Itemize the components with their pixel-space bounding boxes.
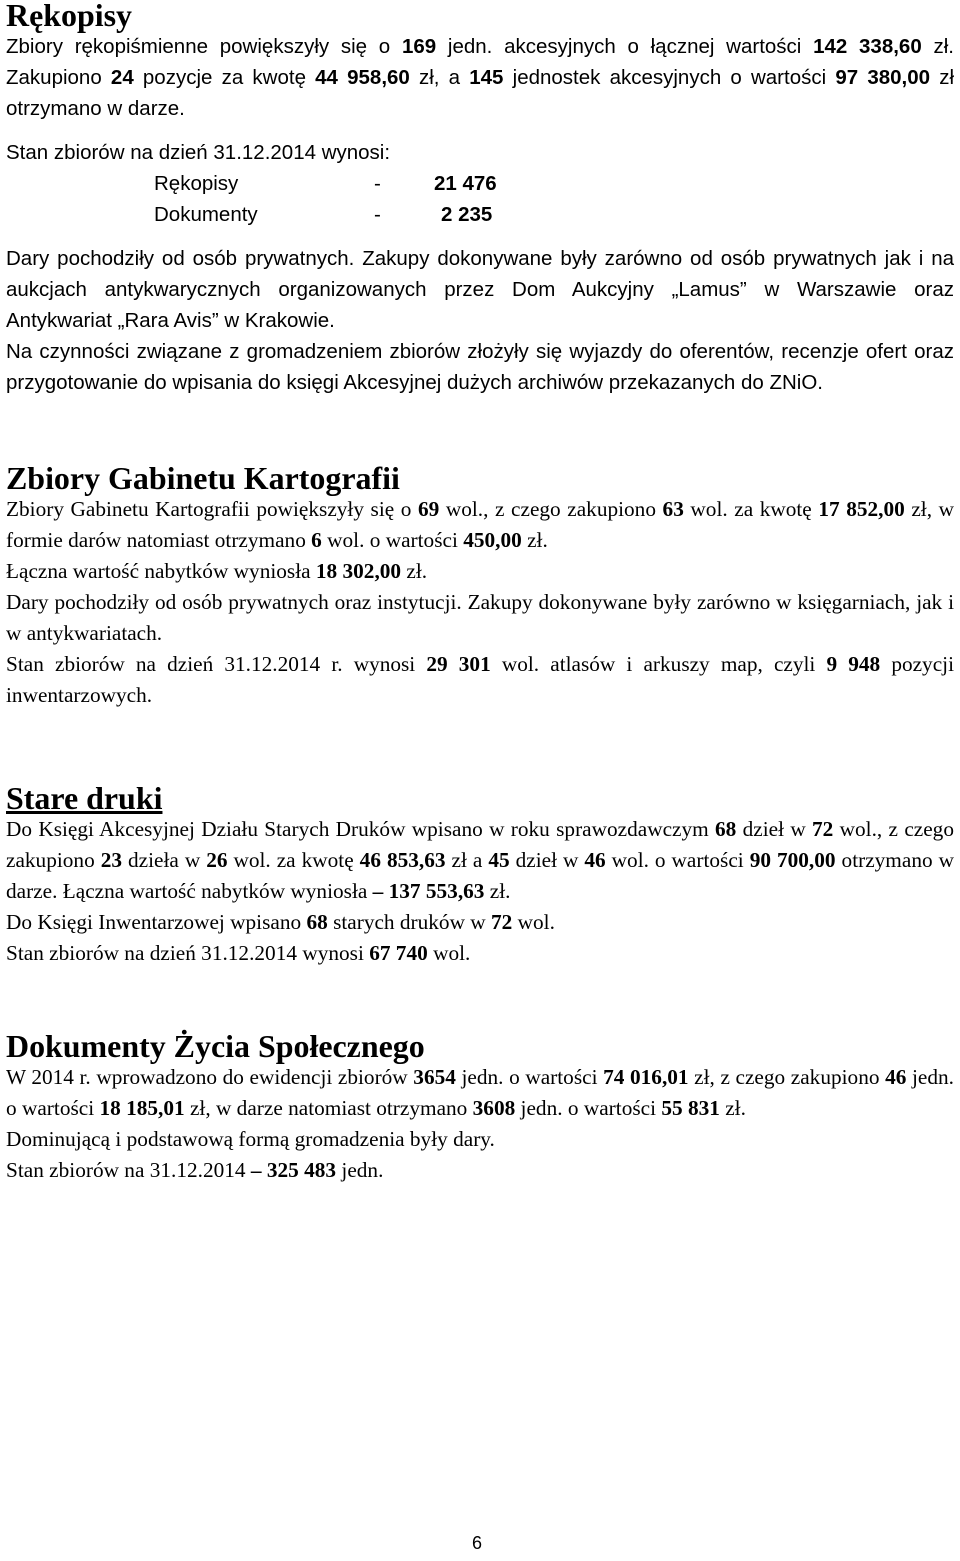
table-cell-label: Dokumenty (154, 203, 258, 226)
dzs-paragraph-stan: Stan zbiorów na 31.12.2014 – 325 483 jedn. (6, 1158, 384, 1182)
rekopisy-paragraph-acquisitions: Zbiory rękopiśmienne powiększyły się o 169 jedn. akcesyjnych o łącznej wartości 142 338,60 zł. Zakupiono 24 pozycje za kwotę 44 958,60 zł, a 145 jednostek akcesyjnych o wartości 97 380,00 zł otrzymano w darze. (6, 35, 955, 120)
table-cell-dash: - (374, 172, 381, 195)
table-cell-dash: - (374, 203, 381, 226)
kartografia-paragraph-stan: Stan zbiorów na dzień 31.12.2014 r. wynosi 29 301 wol. atlasów i arkuszy map, czyli 9 948 pozycji inwentarzowych. (6, 652, 954, 707)
section-heading-stare-druki: Stare druki (6, 781, 163, 816)
dzs-paragraph-acquisitions: W 2014 r. wprowadzono do ewidencji zbiorów 3654 jedn. o wartości 74 016,01 zł, z czego zakupiono 46 jedn. o wartości 18 185,01 zł, w darze natomiast otrzymano 3608 jedn. o wartości 55 831 zł. (6, 1065, 954, 1120)
table-row (154, 168, 497, 199)
document-page (6, 0, 954, 1186)
stare-druki-paragraph-inventory: Do Księgi Inwentarzowej wpisano 68 starych druków w 72 wol. (6, 910, 555, 934)
section-heading-kartografia: Zbiory Gabinetu Kartografii (6, 461, 400, 496)
kartografia-paragraph-total: Łączna wartość nabytków wyniosła 18 302,00 zł. (6, 559, 428, 583)
table-cell-value: 21 476 (434, 172, 497, 195)
section-heading-dzs: Dokumenty Życia Społecznego (6, 1029, 425, 1064)
table-row (154, 199, 497, 230)
kartografia-paragraph-acquisitions: Zbiory Gabinetu Kartografii powiększyły się o 69 wol., z czego zakupiono 63 wol. za kwotę 17 852,00 zł, w formie darów natomiast otrzymano 6 wol. o wartości 450,00 zł. (6, 497, 954, 552)
section-heading-rekopisy: Rękopisy (6, 0, 133, 33)
stare-druki-paragraph-stan: Stan zbiorów na dzień 31.12.2014 wynosi 67 740 wol. (6, 941, 471, 965)
rekopisy-inventory-table (154, 168, 497, 230)
dzs-paragraph-gifts: Dominującą i podstawową formą gromadzenia były dary. (6, 1127, 495, 1151)
table-cell-value: 2 235 (441, 203, 493, 226)
rekopisy-paragraph-gifts: Dary pochodziły od osób prywatnych. Zakupy dokonywane były zarówno od osób prywatnych jak i na aukcjach antykwarycznych organizowanych przez Dom Aukcyjny „Lamus” w Warszawie oraz Antykwariat „Rara Avis” w Krakowie. (6, 247, 954, 332)
page-number: 6 (472, 1533, 483, 1553)
table-cell-label: Rękopisy (154, 172, 239, 195)
rekopisy-stan-line: Stan zbiorów na dzień 31.12.2014 wynosi: (6, 141, 391, 164)
stare-druki-paragraph-acquisitions: Do Księgi Akcesyjnej Działu Starych Druków wpisano w roku sprawozdawczym 68 dzieł w 72 wol., z czego zakupiono 23 dzieła w 26 wol. za kwotę 46 853,63 zł a 45 dzieł w 46 wol. o wartości 90 700,00 otrzymano w darze. Łączna wartość nabytków wyniosła – 137 553,63 zł. (6, 817, 954, 903)
kartografia-paragraph-gifts: Dary pochodziły od osób prywatnych oraz instytucji. Zakupy dokonywane były zarówno w księgarniach, jak i w antykwariatach. (6, 590, 954, 645)
rekopisy-paragraph-activities: Na czynności związane z gromadzeniem zbiorów złożyły się wyjazdy do oferentów, recenzje ofert oraz przygotowanie do wpisania do księgi Akcesyjnej dużych archiwów przekazanych do ZNiO. (6, 340, 954, 394)
